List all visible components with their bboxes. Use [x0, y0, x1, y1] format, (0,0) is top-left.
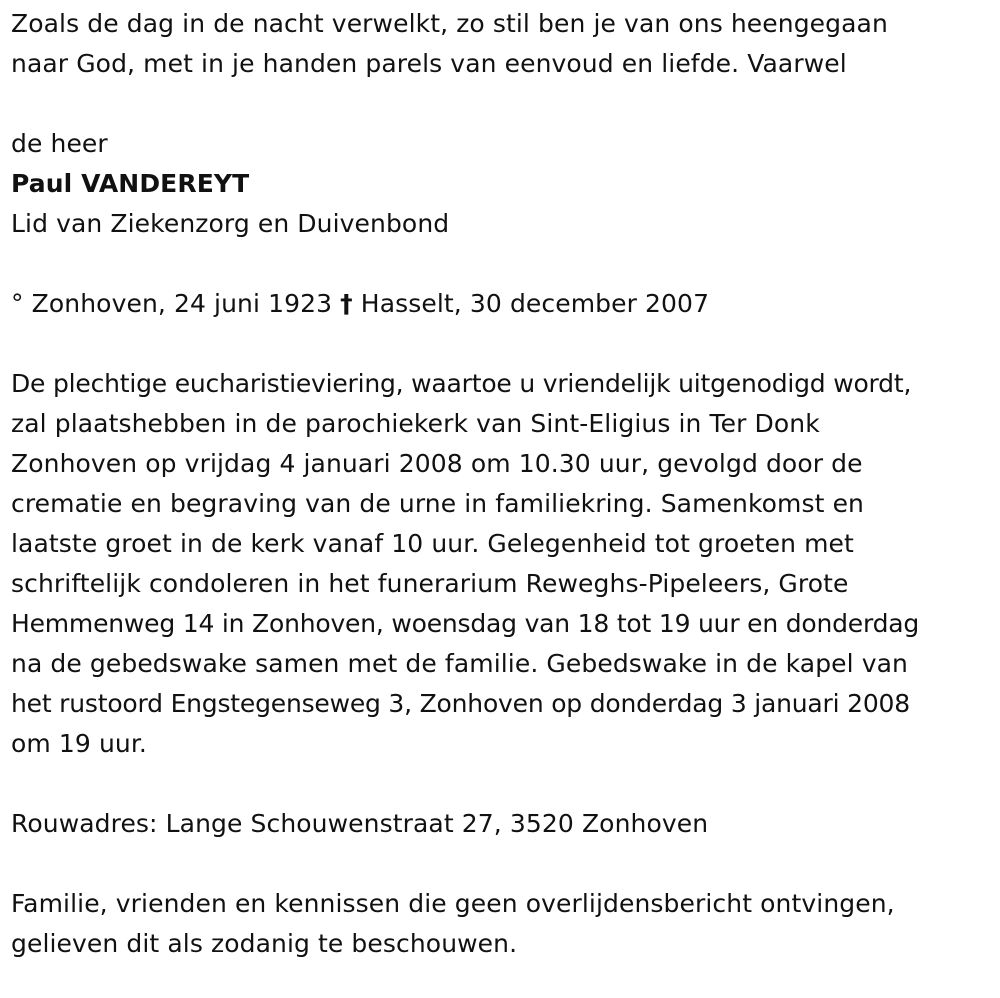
ceremony-line: laatste groet in de kerk vanaf 10 uur. Gelegenheid tot groeten met: [11, 529, 854, 558]
membership: Lid van Ziekenzorg en Duivenbond: [11, 209, 450, 238]
ceremony-line: zal plaatshebben in de parochiekerk van Sint-Eligius in Ter Donk: [11, 409, 820, 438]
life-dates: [11, 284, 996, 324]
honorific: de heer: [11, 129, 108, 158]
ceremony-line: schriftelijk condoleren in het funerarium Reweghs-Pipeleers, Grote: [11, 569, 849, 598]
closing-line: gelieven dit als zodanig te beschouwen.: [11, 929, 518, 958]
ceremony-line: De plechtige eucharistieviering, waartoe u vriendelijk uitgenodigd wordt,: [11, 369, 912, 398]
spacer: [11, 844, 996, 884]
spacer: [11, 324, 996, 364]
birth-place-date: Zonhoven, 24 juni 1923: [31, 289, 333, 318]
closing-block: [11, 884, 996, 964]
ceremony-line: Zonhoven op vrijdag 4 januari 2008 om 10.30 uur, gevolgd door de: [11, 449, 863, 478]
ceremony-line: het rustoord Engstegenseweg 3, Zonhoven op donderdag 3 januari 2008: [11, 689, 910, 718]
ceremony-line: om 19 uur.: [11, 729, 147, 758]
death-notice-document: [11, 4, 996, 964]
verse-line: naar God, met in je handen parels van eenvoud en liefde. Vaarwel: [11, 49, 847, 78]
spacer: [11, 764, 996, 804]
ceremony-line: crematie en begraving van de urne in familiekring. Samenkomst en: [11, 489, 864, 518]
spacer: [11, 244, 996, 284]
death-place-date: Hasselt, 30 december 2007: [360, 289, 710, 318]
verse-line: Zoals de dag in de nacht verwelkt, zo stil ben je van ons heengegaan: [11, 9, 888, 38]
ceremony-line: na de gebedswake samen met de familie. Gebedswake in de kapel van: [11, 649, 908, 678]
closing-line: Familie, vrienden en kennissen die geen overlijdensbericht ontvingen,: [11, 889, 895, 918]
spacer: [11, 84, 996, 124]
deceased-name: Paul VANDEREYT: [11, 169, 250, 198]
ceremony-line: Hemmenweg 14 in Zonhoven, woensdag van 18 tot 19 uur en donderdag: [11, 609, 920, 638]
cross-icon: †: [340, 289, 353, 318]
ceremony-block: [11, 364, 996, 764]
deceased-block: [11, 124, 996, 324]
verse-block: [11, 4, 996, 84]
mourning-address: Rouwadres: Lange Schouwenstraat 27, 3520 Zonhoven: [11, 809, 709, 838]
birth-symbol-icon: °: [11, 289, 24, 318]
